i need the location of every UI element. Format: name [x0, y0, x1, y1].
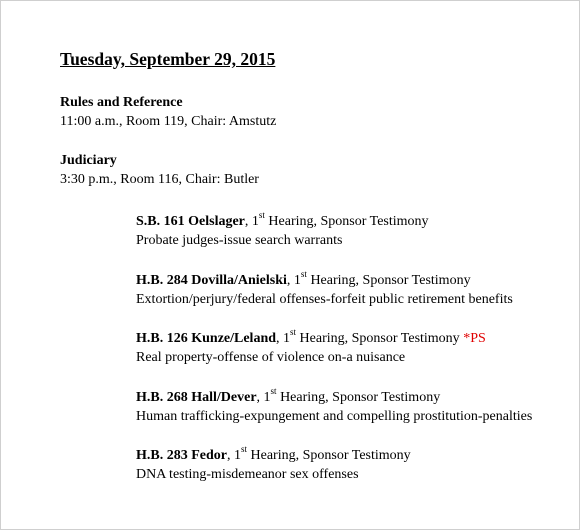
bill-header: S.B. 161 Oelslager, 1st Hearing, Sponsor Testimony [136, 210, 429, 229]
hearing-number: 1 [234, 448, 241, 463]
hearing-ordinal-suffix: st [258, 210, 265, 221]
hearing-ordinal-suffix: st [290, 327, 297, 338]
hearing-ordinal-suffix: st [270, 385, 277, 396]
bill-header: H.B. 283 Fedor, 1st Hearing, Sponsor Testimony [136, 444, 411, 463]
hearing-number: 1 [251, 214, 259, 229]
page-date-heading: Tuesday, September 29, 2015 [60, 49, 276, 69]
hearing-ordinal-suffix: st [300, 268, 307, 279]
committee-rules-and-reference [60, 93, 276, 131]
hearing-number: 1 [263, 389, 271, 405]
committee-name: Judiciary [60, 153, 117, 168]
bill-title: H.B. 126 Kunze/Leland [136, 331, 277, 346]
bill-title: H.B. 284 Dovilla/Anielski [136, 272, 287, 288]
bill-item [136, 329, 532, 388]
hearing-type: Hearing, Sponsor Testimony [264, 214, 429, 229]
bill-title: H.B. 268 Hall/Dever [136, 389, 257, 405]
bill-header: H.B. 284 Dovilla/Anielski, 1st Hearing, Sponsor Testimony [136, 268, 471, 288]
bill-title: H.B. 283 Fedor [136, 448, 227, 463]
committee-details: 11:00 a.m., Room 119, Chair: Amstutz [60, 114, 277, 129]
committee-judiciary [60, 151, 259, 189]
bill-list [136, 212, 532, 505]
committee-name: Rules and Reference [60, 95, 183, 110]
bill-item [136, 446, 532, 505]
hearing-type: Hearing, Sponsor Testimony [276, 389, 441, 405]
bill-flag: *PS [463, 331, 486, 346]
hearing-ordinal-suffix: st [241, 444, 248, 455]
bill-description: DNA testing-misdemeanor sex offenses [136, 467, 359, 482]
bill-header: H.B. 126 Kunze/Leland, 1st Hearing, Sponsor Testimony *PS [136, 327, 486, 346]
hearing-number: 1 [293, 272, 301, 288]
hearing-type: Hearing, Sponsor Testimony [306, 272, 471, 288]
committee-details: 3:30 p.m., Room 116, Chair: Butler [60, 172, 259, 187]
hearing-type: Hearing, Sponsor Testimony [296, 331, 460, 346]
bill-item [136, 385, 533, 447]
hearing-type: Hearing, Sponsor Testimony [247, 448, 411, 463]
bill-description: Probate judges-issue search warrants [136, 233, 343, 248]
bill-description: Real property-offense of violence on-a nuisance [136, 350, 406, 365]
bill-item [136, 268, 532, 330]
bill-description: Human trafficking-expungement and compelling prostitution-penalties [136, 408, 533, 424]
bill-description: Extortion/perjury/federal offenses-forfeit public retirement benefits [136, 291, 513, 307]
bill-header: H.B. 268 Hall/Dever, 1st Hearing, Sponsor Testimony [136, 385, 441, 405]
bill-item [136, 212, 532, 271]
hearing-number: 1 [283, 331, 291, 346]
bill-title: S.B. 161 Oelslager [136, 214, 245, 229]
